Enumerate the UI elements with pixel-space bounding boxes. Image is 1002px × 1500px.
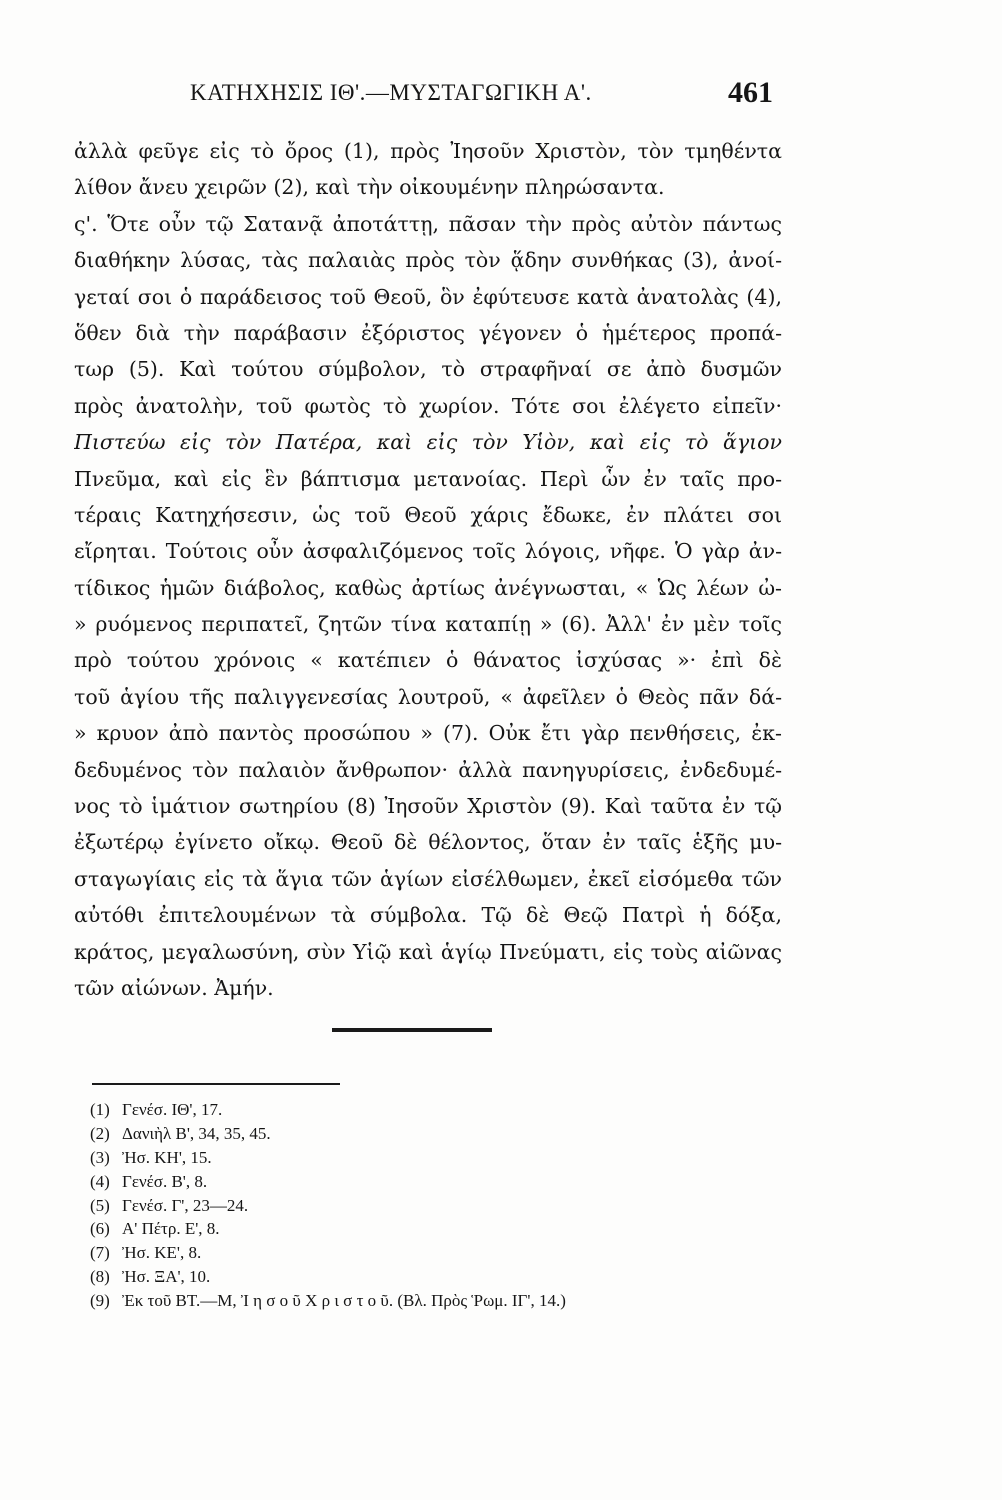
footnote-text: Ἐκ τοῦ ΒΤ.—Μ, Ἰ η σ ο ῦ Χ ρ ι σ τ ο ῦ. (Βλ. Πρὸς Ῥωμ. ΙΓ', 14.) xyxy=(122,1291,566,1311)
footnote-number: (1) xyxy=(90,1100,110,1119)
footnote-number: (3) xyxy=(90,1147,110,1167)
text-line: νος τὸ ἱμάτιον σωτηρίου (8) Ἰησοῦν Χριστὸν (9). Καὶ ταῦτα ἐν τῷ xyxy=(74,794,782,819)
footnote xyxy=(90,1170,690,1194)
footnote xyxy=(90,1146,690,1170)
text-line: πρὸ τούτου χρόνοις « κατέπιεν ὁ θάνατος ἰσχύσας »· ἐπὶ δὲ xyxy=(74,648,782,673)
footnote-text: Γενέσ. Γ', 23—24. xyxy=(122,1195,249,1215)
text-line: ὅθεν διὰ τὴν παράβασιν ἐξόριστος γέγονεν ὁ ἡμέτερος προπά- xyxy=(74,320,782,345)
text-line: τέραις Κατηχήσεσιν, ὡς τοῦ Θεοῦ χάρις ἔδωκε, ἐν πλάτει σοι xyxy=(74,502,782,527)
running-head: ΚΑΤΗΧΗΣΙΣ ΙΘ'.—ΜΥΣΤΑΓΩΓΙΚΗ Α'. xyxy=(190,80,592,105)
footnote xyxy=(90,1289,690,1313)
text-line: ἐξωτέρῳ ἐγίνετο οἴκῳ. Θεοῦ δὲ θέλοντος, ὅταν ἐν ταῖς ἑξῆς μυ- xyxy=(74,830,782,855)
footnote-number: (4) xyxy=(90,1171,110,1191)
footnote-number: (6) xyxy=(90,1219,110,1239)
text-line: Πνεῦμα, καὶ εἰς ἓν βάπτισμα μετανοίας. Περὶ ὧν ἐν ταῖς προ- xyxy=(74,466,782,491)
footnote xyxy=(90,1265,690,1289)
text-line: σταγωγίαις εἰς τὰ ἅγια τῶν ἁγίων εἰσέλθωμεν, ἐκεῖ εἰσόμεθα τῶν xyxy=(74,866,782,891)
text-line: τίδικος ἡμῶν διάβολος, καθὼς ἀρτίως ἀνέγνωσται, « Ὡς λέων ὠ- xyxy=(74,575,782,600)
footnote-text: Γενέσ. ΙΘ', 17. xyxy=(122,1100,223,1119)
text-line: γεταί σοι ὁ παράδεισος τοῦ Θεοῦ, ὃν ἐφύτευσε κατὰ ἀνατολὰς (4), xyxy=(74,284,782,309)
footnote-text: Ἠσ. ΚΕ', 8. xyxy=(122,1243,202,1263)
footnote xyxy=(90,1217,690,1241)
text-line: τῶν αἰώνων. Ἀμήν. xyxy=(74,975,274,1000)
text-line: δεδυμένος τὸν παλαιὸν ἄνθρωπον· ἀλλὰ πανηγυρίσεις, ἐνδεδυμέ- xyxy=(74,757,782,782)
footnote-text: Ἠσ. ΞΑ', 10. xyxy=(122,1267,211,1287)
text-line: διαθήκην λύσας, τὰς παλαιὰς πρὸς τὸν ᾅδην συνθήκας (3), ἀνοί- xyxy=(74,248,782,273)
footnote-number: (8) xyxy=(90,1267,110,1287)
text-line: κράτος, μεγαλωσύνη, σὺν Υἱῷ καὶ ἁγίῳ Πνεύματι, εἰς τοὺς αἰῶνας xyxy=(74,939,782,964)
footnotes xyxy=(90,1098,690,1313)
page-number: 461 xyxy=(728,76,773,109)
footnote xyxy=(90,1122,690,1146)
footnote-number: (5) xyxy=(90,1195,110,1215)
footnote-separator xyxy=(92,1083,340,1085)
text-line: Πιστεύω εἰς τὸν Πατέρα, καὶ εἰς τὸν Υἱὸν, καὶ εἰς τὸ ἅγιον xyxy=(74,430,782,455)
footnote-text: Α' Πέτρ. Ε', 8. xyxy=(122,1219,220,1239)
footnote-text: Δανιὴλ Β', 34, 35, 45. xyxy=(122,1123,271,1143)
text-line: » ρυόμενος περιπατεῖ, ζητῶν τίνα καταπίῃ » (6). Ἀλλ' ἐν μὲν τοῖς xyxy=(74,612,782,637)
footnote-number: (7) xyxy=(90,1243,110,1263)
footnote-text: Ἠσ. ΚΗ', 15. xyxy=(122,1147,212,1167)
main-text xyxy=(74,133,782,1006)
text-line: τοῦ ἁγίου τῆς παλιγγενεσίας λουτροῦ, « ἀφεῖλεν ὁ Θεὸς πᾶν δά- xyxy=(74,684,782,709)
footnote xyxy=(90,1098,690,1122)
text-line: τωρ (5). Καὶ τούτου σύμβολον, τὸ στραφῆναί σε ἀπὸ δυσμῶν xyxy=(74,357,782,382)
footnote-number: (2) xyxy=(90,1123,110,1143)
footnote-text: Γενέσ. Β', 8. xyxy=(122,1171,208,1191)
text-line: αὐτόθι ἐπιτελουμένων τὰ σύμβολα. Τῷ δὲ Θεῷ Πατρὶ ἡ δόξα, xyxy=(74,903,782,928)
footnote-number: (9) xyxy=(90,1291,110,1311)
footnote xyxy=(90,1194,690,1218)
text-line: ς'. Ὅτε οὖν τῷ Σατανᾷ ἀποτάττῃ, πᾶσαν τὴν πρὸς αὐτὸν πάντως xyxy=(74,211,782,236)
footnote xyxy=(90,1241,690,1265)
section-end-rule xyxy=(332,1028,492,1032)
text-line: πρὸς ἀνατολὴν, τοῦ φωτὸς τὸ χωρίον. Τότε σοι ἐλέγετο εἰπεῖν· xyxy=(74,393,782,418)
text-line: » κρυον ἀπὸ παντὸς προσώπου » (7). Οὐκ ἔτι γὰρ πενθήσεις, ἐκ- xyxy=(74,721,782,746)
text-line: ἀλλὰ φεῦγε εἰς τὸ ὄρος (1), πρὸς Ἰησοῦν Χριστὸν, τὸν τμηθέντα xyxy=(74,139,782,163)
text-line: εἴρηται. Τούτοις οὖν ἀσφαλιζόμενος τοῖς λόγοις, νῆφε. Ὁ γὰρ ἀν- xyxy=(74,539,782,564)
text-line: λίθον ἄνευ χειρῶν (2), καὶ τὴν οἰκουμένην πληρώσαντα. xyxy=(74,175,665,200)
